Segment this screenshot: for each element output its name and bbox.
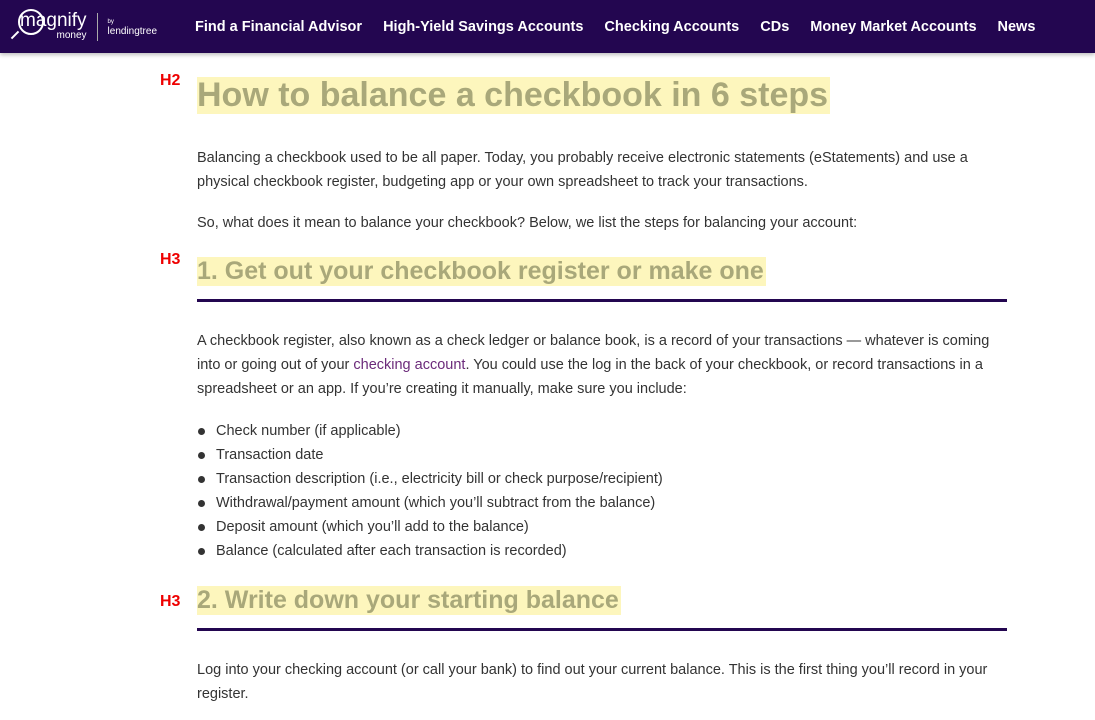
- step1-heading: 1. Get out your checkbook register or make one: [197, 257, 764, 285]
- step2-paragraph: Log into your checking account (or call your bank) to find out your current balance. This is the first thing you’ll record in your register.: [197, 662, 988, 702]
- step1-paragraph: [197, 329, 1009, 401]
- intro-paragraph: Balancing a checkbook used to be all paper. Today, you probably receive electronic statements (eStatements) and use a physical checkbook register, budgeting app or your own spreadsheet to track your transactions.: [197, 150, 968, 190]
- divider: [197, 628, 1007, 631]
- magnifier-icon: [18, 9, 44, 35]
- nav-cds[interactable]: CDs: [760, 18, 790, 35]
- h3-tag: H3: [160, 593, 181, 610]
- checking-account-link[interactable]: checking account: [353, 357, 466, 373]
- text: A checkbook register, also known as a check ledger or balance book, is a record of your transactions — whatever is coming into or going out of your: [197, 333, 990, 373]
- list-item: Withdrawal/payment amount (which you’ll subtract from the balance): [197, 491, 663, 515]
- logo-partner: lendingtree: [107, 25, 158, 37]
- list-item: Transaction description (i.e., electricity bill or check purpose/recipient): [197, 467, 663, 491]
- list-item: Check number (if applicable): [197, 419, 663, 443]
- top-navigation: [0, 0, 1095, 53]
- list-item: Deposit amount (which you’ll add to the balance): [197, 515, 663, 539]
- text: . You could use the log in the back of your checkbook, or record transactions in a spreadsheet or an app. If you’re creating it manually, make sure you include:: [197, 357, 983, 397]
- logo-text: magnify: [20, 9, 87, 31]
- magnifymoney-logo[interactable]: [12, 9, 195, 42]
- page-title: How to balance a checkbook in 6 steps: [197, 76, 829, 114]
- logo-by: by: [107, 18, 114, 25]
- logo-subtext: money: [56, 29, 87, 41]
- h2-tag: H2: [160, 72, 181, 89]
- divider: [197, 299, 1007, 302]
- nav-financial-advisor[interactable]: Find a Financial Advisor: [195, 18, 363, 35]
- list-item: Balance (calculated after each transaction is recorded): [197, 539, 663, 563]
- lendingtree-logo: [108, 17, 157, 37]
- h3-tag: H3: [160, 251, 181, 268]
- step2-heading: 2. Write down your starting balance: [197, 586, 619, 614]
- list-item: Transaction date: [197, 443, 663, 467]
- nav-checking-accounts[interactable]: Checking Accounts: [604, 18, 740, 35]
- logo-divider: [97, 13, 98, 41]
- register-items-list: [197, 419, 663, 563]
- nav-news[interactable]: News: [997, 18, 1036, 35]
- intro-question: So, what does it mean to balance your checkbook? Below, we list the steps for balancing your account:: [197, 215, 858, 231]
- nav-money-market[interactable]: Money Market Accounts: [810, 18, 977, 35]
- nav-savings-accounts[interactable]: High-Yield Savings Accounts: [383, 18, 584, 35]
